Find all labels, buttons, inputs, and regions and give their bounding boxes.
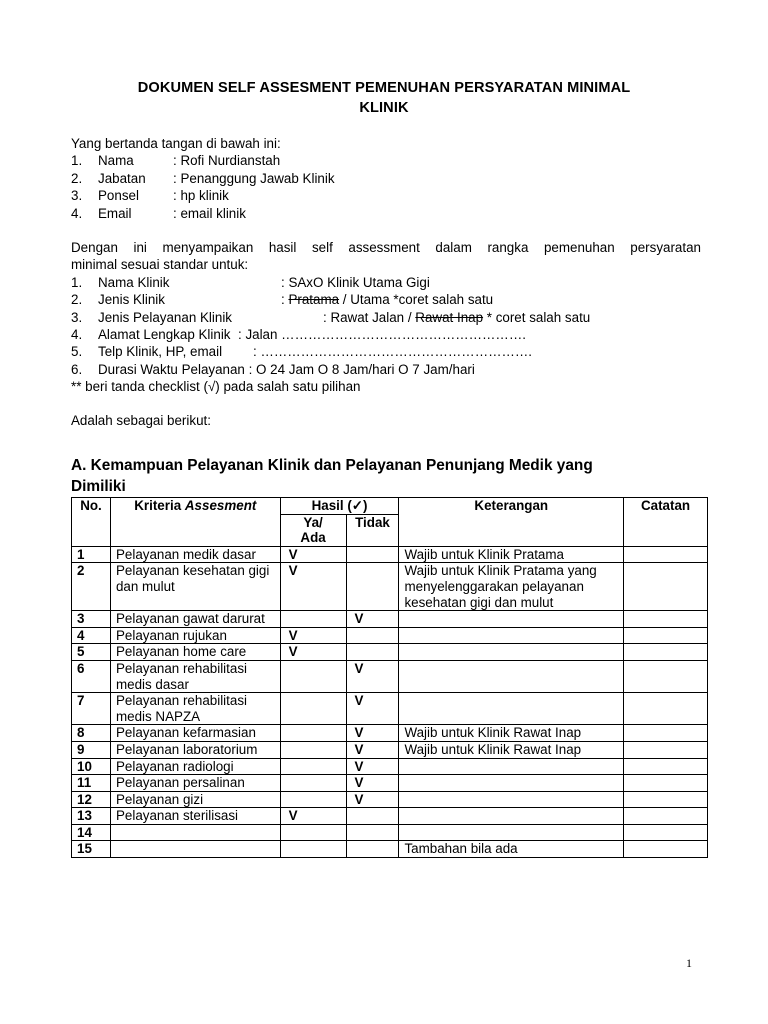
row-kriteria: Pelayanan sterilisasi [110, 808, 280, 825]
list-number: 3. [71, 309, 83, 325]
field-label: Ponsel [98, 188, 139, 204]
row-tidak: V [346, 775, 399, 792]
row-keterangan [399, 660, 624, 692]
row-tidak [346, 841, 399, 858]
field-value: : Penanggung Jawab Klinik [173, 170, 335, 186]
row-ya-ada [280, 611, 346, 628]
row-catatan [624, 791, 708, 808]
field-value: Durasi Waktu Pelayanan : O 24 Jam O 8 Jam/hari O 7 Jam/hari [98, 361, 475, 377]
row-ya-ada: V [280, 546, 346, 563]
table-row [72, 563, 708, 611]
row-tidak: V [346, 725, 399, 742]
section-a-heading-line-1: A. Kemampuan Pelayanan Klinik dan Pelayanan Penunjang Medik yang [71, 457, 593, 474]
row-catatan [624, 741, 708, 758]
row-tidak [346, 808, 399, 825]
field-label: Nama Klinik [98, 274, 170, 290]
row-kriteria: Pelayanan persalinan [110, 775, 280, 792]
row-number: 11 [72, 775, 111, 792]
header-ya: Ya/ [303, 514, 323, 530]
signer-intro: Yang bertanda tangan di bawah ini: [71, 136, 281, 151]
header-ya-ada [280, 514, 346, 546]
list-number: 2. [71, 292, 83, 308]
row-kriteria: Pelayanan medik dasar [110, 546, 280, 563]
title-line-2: KLINIK [359, 100, 409, 116]
signer-item-phone [71, 187, 701, 204]
field-value: : Jalan ………………………………………………. [238, 326, 526, 342]
row-kriteria: Pelayanan kesehatan gigi dan mulut [110, 563, 280, 611]
field-value: : Rawat Jalan / [323, 309, 416, 325]
header-ada: Ada [300, 530, 326, 546]
table-row [72, 808, 708, 825]
signer-item-position [71, 170, 701, 187]
row-number: 8 [72, 725, 111, 742]
row-number: 13 [72, 808, 111, 825]
row-keterangan [399, 627, 624, 644]
list-number: 6. [71, 361, 83, 377]
field-label: Email [98, 205, 132, 221]
row-ya-ada: V [280, 808, 346, 825]
struck-option: Rawat Inap [415, 309, 484, 325]
assessment-table [71, 497, 708, 858]
row-number: 10 [72, 758, 111, 775]
row-keterangan [399, 775, 624, 792]
row-ya-ada [280, 693, 346, 725]
field-value: * coret salah satu [483, 309, 591, 325]
row-kriteria: Pelayanan gizi [110, 791, 280, 808]
list-number: 2. [71, 170, 83, 186]
row-tidak: V [346, 758, 399, 775]
row-ya-ada: V [280, 644, 346, 661]
table-header-row [72, 498, 708, 515]
row-number: 6 [72, 660, 111, 692]
row-catatan [624, 644, 708, 661]
row-keterangan: Wajib untuk Klinik Rawat Inap [399, 725, 624, 742]
row-keterangan: Wajib untuk Klinik Pratama [399, 546, 624, 563]
row-tidak [346, 644, 399, 661]
table-row [72, 611, 708, 628]
row-keterangan [399, 693, 624, 725]
clinic-item-type [71, 291, 701, 308]
page-number: 1 [686, 956, 692, 970]
header-kriteria-italic: Assesment [184, 498, 257, 513]
row-ya-ada: V [280, 627, 346, 644]
row-tidak: V [346, 791, 399, 808]
table-row [72, 660, 708, 692]
row-kriteria: Pelayanan rehabilitasi medis NAPZA [110, 693, 280, 725]
row-number: 1 [72, 546, 111, 563]
row-number: 3 [72, 611, 111, 628]
signer-item-name [71, 152, 701, 169]
row-number: 4 [72, 627, 111, 644]
field-colon: : [281, 292, 289, 308]
row-tidak [346, 563, 399, 611]
row-kriteria: Pelayanan home care [110, 644, 280, 661]
row-catatan [624, 660, 708, 692]
field-label: Telp Klinik, HP, email [98, 344, 223, 360]
row-ya-ada [280, 824, 346, 841]
table-row [72, 791, 708, 808]
row-keterangan: Tambahan bila ada [399, 841, 624, 858]
statement-text: Dengan ini menyampaikan hasil self assessment dalam rangka pemenuhan persyaratan [71, 239, 701, 255]
field-label: Jenis Klinik [98, 292, 165, 308]
closing-text: Adalah sebagai berikut: [71, 413, 211, 429]
row-catatan [624, 627, 708, 644]
row-kriteria: Pelayanan rehabilitasi medis dasar [110, 660, 280, 692]
clinic-item-name [71, 274, 701, 291]
row-number: 12 [72, 791, 111, 808]
field-label: Jenis Pelayanan Klinik [98, 309, 232, 325]
table-row [72, 693, 708, 725]
row-catatan [624, 563, 708, 611]
row-catatan [624, 808, 708, 825]
row-tidak [346, 546, 399, 563]
statement-text-2: minimal sesuai standar untuk: [71, 257, 249, 273]
intro-block [71, 135, 701, 430]
row-kriteria: Pelayanan rujukan [110, 627, 280, 644]
row-kriteria [110, 841, 280, 858]
row-keterangan [399, 758, 624, 775]
header-catatan: Catatan [624, 498, 708, 547]
row-kriteria: Pelayanan radiologi [110, 758, 280, 775]
list-number: 3. [71, 188, 83, 204]
row-catatan [624, 725, 708, 742]
clinic-item-address [71, 326, 701, 343]
field-value: : ……………………………………………………. [253, 344, 532, 360]
clinic-item-contact [71, 343, 701, 360]
row-kriteria: Pelayanan gawat darurat [110, 611, 280, 628]
row-ya-ada [280, 725, 346, 742]
row-number: 7 [72, 693, 111, 725]
document-title [60, 78, 708, 118]
row-number: 9 [72, 741, 111, 758]
table-row [72, 725, 708, 742]
row-keterangan: Wajib untuk Klinik Pratama yang menyelenggarakan pelayanan kesehatan gigi dan mulut [399, 563, 624, 611]
list-number: 4. [71, 205, 83, 221]
field-value: : hp klinik [173, 188, 229, 204]
row-number: 15 [72, 841, 111, 858]
checklist-note: ** beri tanda checklist (√) pada salah satu pilihan [71, 379, 361, 395]
row-catatan [624, 611, 708, 628]
table-row [72, 627, 708, 644]
row-keterangan [399, 791, 624, 808]
header-no: No. [72, 498, 111, 547]
row-kriteria: Pelayanan kefarmasian [110, 725, 280, 742]
row-ya-ada: V [280, 563, 346, 611]
title-line-1: DOKUMEN SELF ASSESMENT PEMENUHAN PERSYARATAN MINIMAL [137, 80, 631, 96]
table-row [72, 824, 708, 841]
header-hasil: Hasil (✓) [280, 498, 399, 515]
list-number: 1. [71, 274, 83, 290]
field-value: / Utama *coret salah satu [339, 292, 494, 308]
row-catatan [624, 841, 708, 858]
list-number: 1. [71, 153, 83, 169]
row-number: 5 [72, 644, 111, 661]
field-value: : Rofi Nurdianstah [173, 153, 281, 169]
section-a-heading [71, 455, 711, 497]
field-value: : SAxO Klinik Utama Gigi [281, 274, 430, 290]
row-tidak: V [346, 611, 399, 628]
row-keterangan [399, 644, 624, 661]
row-ya-ada [280, 741, 346, 758]
row-keterangan [399, 824, 624, 841]
signer-item-email [71, 205, 701, 222]
row-keterangan: Wajib untuk Klinik Rawat Inap [399, 741, 624, 758]
list-number: 5. [71, 344, 83, 360]
field-label: Jabatan [98, 170, 146, 186]
row-tidak [346, 824, 399, 841]
row-ya-ada [280, 775, 346, 792]
row-keterangan [399, 611, 624, 628]
row-number: 2 [72, 563, 111, 611]
row-number: 14 [72, 824, 111, 841]
row-tidak: V [346, 660, 399, 692]
header-kriteria-text: Kriteria [134, 498, 182, 513]
row-keterangan [399, 808, 624, 825]
table-row [72, 546, 708, 563]
table-row [72, 841, 708, 858]
header-keterangan: Keterangan [399, 498, 624, 547]
row-catatan [624, 824, 708, 841]
row-catatan [624, 758, 708, 775]
field-label: Alamat Lengkap Klinik [98, 326, 231, 342]
row-catatan [624, 775, 708, 792]
field-value: : email klinik [173, 205, 246, 221]
header-tidak: Tidak [346, 514, 399, 546]
table-body [72, 546, 708, 857]
row-catatan [624, 546, 708, 563]
row-tidak: V [346, 741, 399, 758]
row-ya-ada [280, 660, 346, 692]
table-row [72, 741, 708, 758]
row-tidak [346, 627, 399, 644]
row-ya-ada [280, 758, 346, 775]
table-row [72, 758, 708, 775]
row-ya-ada [280, 791, 346, 808]
table-row [72, 644, 708, 661]
row-ya-ada [280, 841, 346, 858]
row-tidak: V [346, 693, 399, 725]
clinic-item-duration [71, 361, 701, 378]
struck-option: Pratama [288, 292, 340, 308]
header-kriteria [110, 498, 280, 547]
row-kriteria [110, 824, 280, 841]
list-number: 4. [71, 326, 83, 342]
section-a-heading-line-2: Dimiliki [71, 478, 126, 495]
row-catatan [624, 693, 708, 725]
field-label: Nama [98, 153, 134, 169]
clinic-item-service-type [71, 309, 701, 326]
table-row [72, 775, 708, 792]
row-kriteria: Pelayanan laboratorium [110, 741, 280, 758]
